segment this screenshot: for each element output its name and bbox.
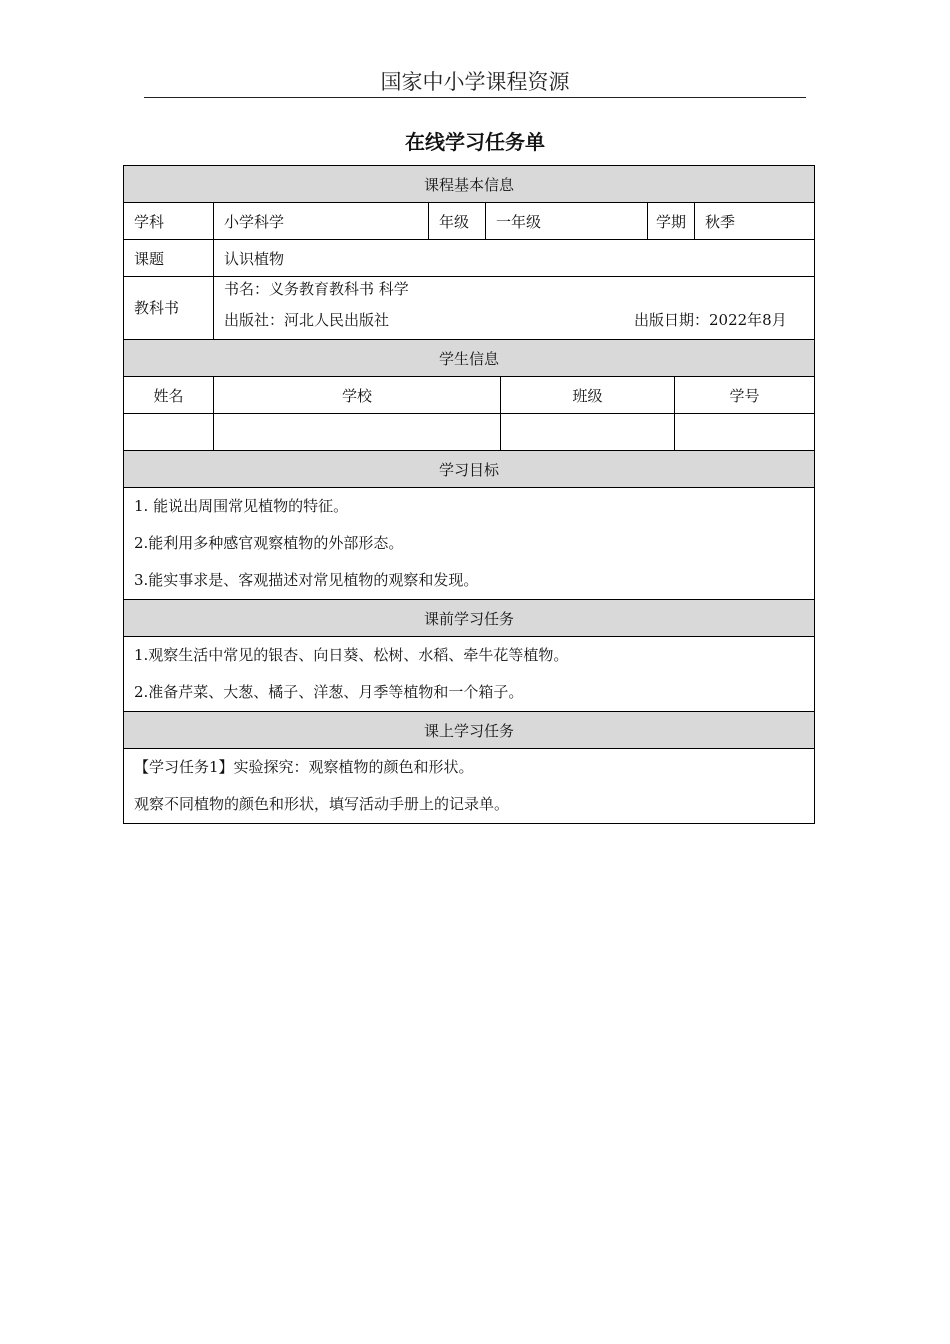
goals-list [124, 488, 815, 600]
class-task-item: 观察不同植物的颜色和形状，填写活动手册上的记录单。 [134, 795, 510, 813]
row-pre-tasks [124, 637, 815, 712]
pre-tasks-list [124, 637, 815, 712]
section-basic-info [124, 166, 815, 203]
grade-value: 一年级 [486, 203, 648, 240]
student-id-label: 学号 [675, 377, 815, 414]
class-task-item: 【学习任务1】实验探究：观察植物的颜色和形状。 [134, 758, 474, 776]
student-class-label: 班级 [501, 377, 675, 414]
student-id-field[interactable] [675, 414, 815, 451]
term-value: 秋季 [695, 203, 815, 240]
row-textbook [124, 277, 815, 340]
row-student-blank [124, 414, 815, 451]
textbook-label-text: 教科书 [134, 298, 180, 317]
student-class-field[interactable] [501, 414, 675, 451]
student-name-label: 姓名 [124, 377, 214, 414]
pre-task-item: 1.观察生活中常见的银杏、向日葵、松树、水稻、牵牛花等植物。 [134, 646, 569, 664]
class-tasks-area [124, 749, 815, 824]
goal-item: 3.能实事求是、客观描述对常见植物的观察和发现。 [134, 571, 479, 589]
pre-task-item: 2.准备芹菜、大葱、橘子、洋葱、月季等植物和一个箱子。 [134, 683, 524, 701]
section-pre-tasks [124, 600, 815, 637]
goal-item: 2.能利用多种感官观察植物的外部形态。 [134, 534, 404, 552]
section-title-class-tasks: 课上学习任务 [124, 712, 815, 749]
resource-header-title: 国家中小学课程资源 [380, 70, 570, 94]
row-topic [124, 240, 815, 277]
student-school-field[interactable] [214, 414, 501, 451]
textbook-publish-date: 出版日期：2022年8月 [634, 311, 787, 329]
row-subject-grade-term [124, 203, 815, 240]
textbook-details [214, 277, 815, 340]
row-class-tasks [124, 749, 815, 824]
section-title-student-info: 学生信息 [124, 340, 815, 377]
textbook-name: 书名：义务教育教科书 科学 [224, 280, 409, 298]
student-school-label: 学校 [214, 377, 501, 414]
section-title-goals: 学习目标 [124, 451, 815, 488]
task-sheet-table [123, 165, 815, 824]
grade-label: 年级 [429, 203, 486, 240]
header-divider [144, 97, 806, 98]
section-goals [124, 451, 815, 488]
subject-value: 小学科学 [214, 203, 429, 240]
topic-value: 认识植物 [214, 240, 815, 277]
term-label: 学期 [648, 203, 695, 240]
row-student-headers [124, 377, 815, 414]
topic-label: 课题 [124, 240, 214, 277]
textbook-label [124, 277, 214, 340]
textbook-publish-line [224, 302, 804, 339]
section-title-basic-info: 课程基本信息 [124, 166, 815, 203]
section-title-pre-tasks: 课前学习任务 [124, 600, 815, 637]
student-name-field[interactable] [124, 414, 214, 451]
row-goals [124, 488, 815, 600]
goal-item: 1. 能说出周围常见植物的特征。 [134, 497, 349, 515]
subject-label: 学科 [124, 203, 214, 240]
textbook-publisher: 出版社：河北人民出版社 [224, 311, 390, 329]
section-student-info [124, 340, 815, 377]
document-title: 在线学习任务单 [405, 130, 545, 154]
section-class-tasks [124, 712, 815, 749]
